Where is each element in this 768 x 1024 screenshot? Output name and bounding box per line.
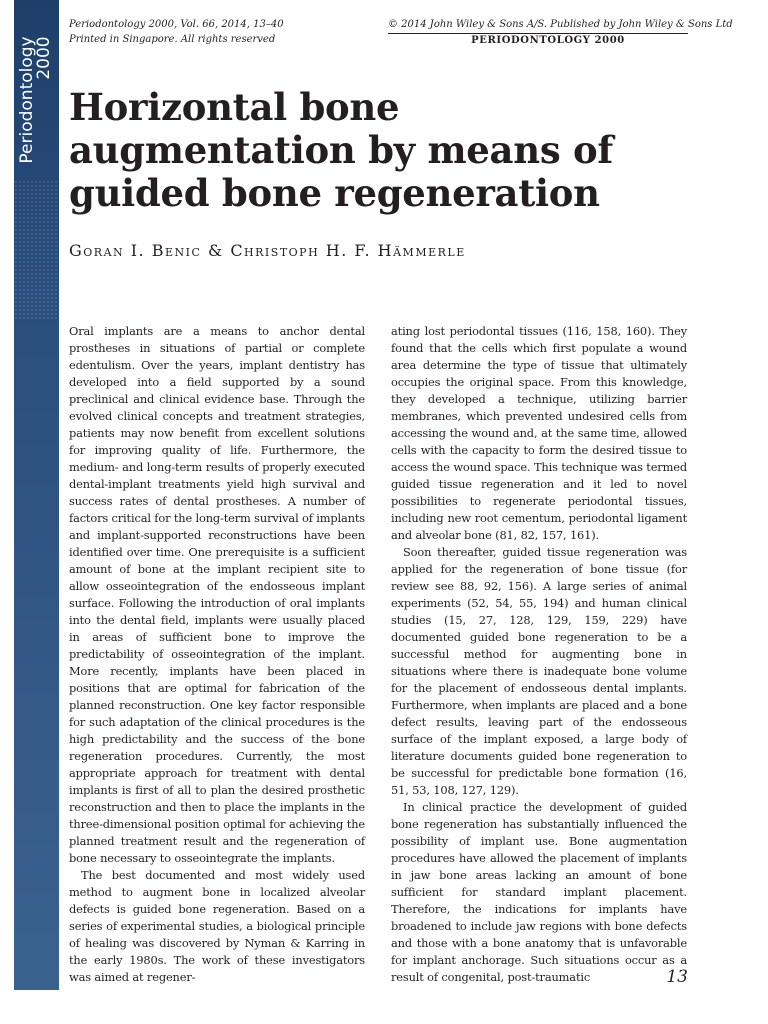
sidebar-journal-line1: Periodontology [17, 36, 37, 164]
article-authors: Goran I. Benic & Christoph H. F. Hämmerle [69, 241, 466, 260]
citation-line-2: Printed in Singapore. All rights reserved [69, 34, 276, 45]
paragraph: The best documented and most widely used method to augment bone in localized alveolar defects is guided bone regeneration. Based on a series of experimental studies, a biological principle of healing was discovered by Nyman & Karring in the early 1980s. The work of these investigators was aimed at regener- [69, 868, 365, 984]
article-title: Horizontal bone augmentation by means of guided bone regeneration [69, 85, 613, 215]
paragraph: In clinical practice the development of guided bone regeneration has substantially influenced the possibility of implant use. Bone augmentation procedures have allowed the placement of implants in jaw bone areas lacking an amount of bone sufficient for standard implant placement. Therefore, the indications for implants have broadened to include jaw regions with bone defects and those with a bone anatomy that is unfavorable for implant anchorage. Such situations occur as a result of congenital, post-traumatic [391, 800, 687, 984]
page-number: 13 [666, 967, 688, 987]
sidebar-journal-line2: 2000 [34, 36, 54, 80]
body-column-left [69, 323, 365, 986]
sidebar-journal-name [19, 36, 53, 163]
journal-name: PERIODONTOLOGY 2000 [471, 35, 625, 46]
paragraph: Oral implants are a means to anchor dental prostheses in situations of partial or complete edentulism. Over the years, implant dentistry has developed into a field supported by a sound preclinical and clinical evidence base. Through the evolved clinical concepts and treatment strategies, patients may now benefit from excellent solutions for improving quality of life. Furthermore, the medium- and long-term results of properly executed dental-implant treatments yield high survival and success rates of dental prostheses. A number of factors critical for the long-term survival of implants and implant-supported reconstructions have been identified over time. One prerequisite is a sufficient amount of bone at the implant recipient site to allow osseointegration of the endosseous implant surface. Following the introduction of oral implants into the dental field, implants were usually placed in areas of sufficient bone to improve the predictability of osseointegration of the implant. More recently, implants have been placed in positions that are optimal for fabrication of the planned reconstruction. One key factor responsible for such adaptation of the clinical procedures is the high predictability and the success of the bone regeneration procedures. Currently, the most appropriate approach for treatment with dental implants is first of all to plan the desired prosthetic reconstruction and then to place the implants in the three-dimensional position optimal for achieving the planned treatment result and the regeneration of bone necessary to osseointegrate the implants. [69, 324, 365, 865]
paragraph: ating lost periodontal tissues (116, 158, 160). They found that the cells which first populate a wound area determine the type of tissue that ultimately occupies the original space. From this knowledge, they developed a technique, utilizing barrier membranes, which prevented undesired cells from accessing the wound and, at the same time, allowed cells with the capacity to form the desired tissue to access the wound space. This technique was termed guided tissue regeneration and it led to novel possibilities to regenerate periodontal tissues, including new root cementum, periodontal ligament and alveolar bone (81, 82, 157, 161). [391, 324, 687, 542]
citation-line-1: Periodontology 2000, Vol. 66, 2014, 13–40 [69, 19, 284, 30]
paragraph: Soon thereafter, guided tissue regeneration was applied for the regeneration of bone tissue (for review see 88, 92, 156). A large series of animal experiments (52, 54, 55, 194) and human clinical studies (15, 27, 128, 129, 159, 229) have documented guided bone regeneration to be a successful method for augmenting bone in situations where there is inadequate bone volume for the placement of endosseous dental implants. Furthermore, when implants are placed and a bone defect results, leaving part of the endosseous surface of the implant exposed, a large body of literature documents guided bone regeneration to be successful for predictable bone formation (16, 51, 53, 108, 127, 129). [391, 545, 687, 797]
journal-sidebar [14, 0, 59, 990]
citation-header [69, 17, 284, 47]
publisher-header [388, 17, 733, 48]
body-column-right [391, 323, 687, 986]
sidebar-texture [14, 180, 59, 320]
copyright-line: © 2014 John Wiley & Sons A/S. Published by John Wiley & Sons Ltd [388, 19, 733, 30]
